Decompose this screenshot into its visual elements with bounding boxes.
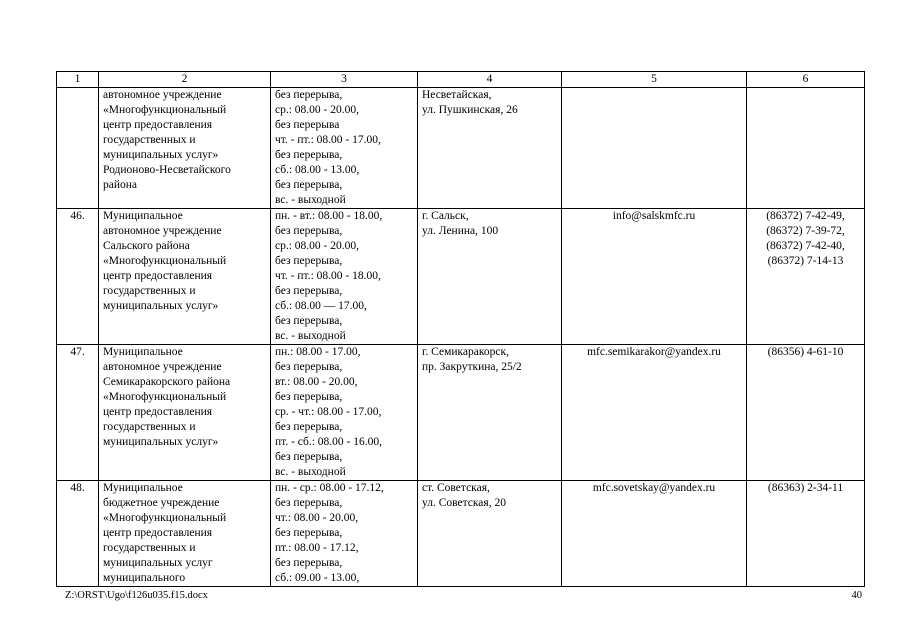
- organization-name-line: Сальского района: [103, 240, 190, 252]
- phone-cell: [747, 345, 865, 481]
- organization-name-line: «Многофункциональный: [103, 391, 227, 403]
- working-hours-line: вс. - выходной: [275, 466, 346, 478]
- organization-name-line: муниципальных услуг»: [103, 149, 219, 161]
- organization-name-line: муниципальных услуг»: [103, 436, 219, 448]
- working-hours-line: ср. - чт.: 08.00 - 17.00,: [275, 406, 382, 418]
- organization-name-line: Семикаракорского района: [103, 376, 231, 388]
- page-number: 40: [851, 590, 862, 601]
- phone-line: (86372) 7-39-72,: [766, 225, 845, 237]
- organization-name-line: Муниципальное: [103, 482, 183, 494]
- organization-name-line: муниципальных услуг: [103, 557, 213, 569]
- working-hours-line: без перерыва,: [275, 149, 343, 161]
- table-row: [57, 481, 865, 587]
- organization-name-line: Муниципальное: [103, 346, 183, 358]
- working-hours-line: вс. - выходной: [275, 194, 346, 206]
- organization-name-line: муниципального: [103, 572, 186, 584]
- working-hours-line: ср.: 08.00 - 20.00,: [275, 240, 360, 252]
- working-hours-line: пт. - сб.: 08.00 - 16.00,: [275, 436, 383, 448]
- header-row: [57, 72, 865, 88]
- working-hours-line: без перерыва,: [275, 421, 343, 433]
- working-hours-line: чт.: 08.00 - 20.00,: [275, 512, 359, 524]
- column-header: 3: [271, 72, 418, 88]
- table-row: [57, 345, 865, 481]
- phone-cell: [747, 88, 865, 209]
- phone-line: (86372) 7-14-13: [767, 255, 844, 267]
- organization-name-cell: [99, 481, 271, 587]
- working-hours-cell: [271, 345, 418, 481]
- working-hours-line: без перерыва,: [275, 391, 343, 403]
- mfc-table: [56, 71, 865, 587]
- organization-name-cell: [99, 345, 271, 481]
- address-line: пр. Закруткина, 25/2: [422, 361, 522, 373]
- address-line: ст. Советская,: [422, 482, 490, 494]
- email-line[interactable]: mfc.sovetskay@yandex.ru: [592, 482, 716, 494]
- table-row: [57, 88, 865, 209]
- organization-name-cell: [99, 209, 271, 345]
- organization-name-line: автономное учреждение: [103, 89, 222, 101]
- phone-cell: [747, 209, 865, 345]
- organization-name-line: центр предоставления: [103, 270, 213, 282]
- address-line: г. Сальск,: [422, 210, 469, 222]
- row-number-cell: 46.: [57, 209, 99, 345]
- organization-name-line: центр предоставления: [103, 406, 213, 418]
- organization-name-cell: [99, 88, 271, 209]
- row-number-cell: [57, 88, 99, 209]
- phone-line: (86356) 4-61-10: [767, 346, 844, 358]
- working-hours-line: без перерыва,: [275, 557, 343, 569]
- working-hours-line: без перерыва,: [275, 285, 343, 297]
- row-number-cell: 48.: [57, 481, 99, 587]
- organization-name-line: Родионово-Несветайского: [103, 164, 231, 176]
- working-hours-line: сб.: 09.00 - 13.00,: [275, 572, 360, 584]
- email-cell: [562, 209, 747, 345]
- working-hours-line: вс. - выходной: [275, 330, 346, 342]
- organization-name-line: государственных и: [103, 421, 196, 433]
- address-line: ул. Пушкинская, 26: [422, 104, 518, 116]
- working-hours-line: без перерыва,: [275, 527, 343, 539]
- address-line: Несветайская,: [422, 89, 492, 101]
- organization-name-line: «Многофункциональный: [103, 104, 227, 116]
- organization-name-line: автономное учреждение: [103, 361, 222, 373]
- table-row: [57, 209, 865, 345]
- working-hours-cell: [271, 88, 418, 209]
- organization-name-line: бюджетное учреждение: [103, 497, 220, 509]
- organization-name-line: Муниципальное: [103, 210, 183, 222]
- file-path: Z:\ORST\Ugo\f126u035.f15.docx: [65, 590, 208, 601]
- working-hours-line: без перерыва,: [275, 225, 343, 237]
- column-header: 1: [57, 72, 99, 88]
- row-number-cell: 47.: [57, 345, 99, 481]
- email-cell: [562, 345, 747, 481]
- address-line: ул. Советская, 20: [422, 497, 506, 509]
- phone-cell: [747, 481, 865, 587]
- working-hours-line: пн. - вт.: 08.00 - 18.00,: [275, 210, 383, 222]
- organization-name-line: государственных и: [103, 542, 196, 554]
- working-hours-cell: [271, 481, 418, 587]
- working-hours-line: вт.: 08.00 - 20.00,: [275, 376, 358, 388]
- working-hours-line: без перерыва,: [275, 451, 343, 463]
- organization-name-line: «Многофункциональный: [103, 512, 227, 524]
- email-line[interactable]: mfc.semikarakor@yandex.ru: [587, 346, 721, 358]
- working-hours-line: чт. - пт.: 08.00 - 17.00,: [275, 134, 381, 146]
- organization-name-line: государственных и: [103, 134, 196, 146]
- working-hours-line: пн. - ср.: 08.00 - 17.12,: [275, 482, 384, 494]
- organization-name-line: центр предоставления: [103, 527, 213, 539]
- email-line[interactable]: info@salskmfc.ru: [612, 210, 696, 222]
- address-cell: [418, 481, 562, 587]
- working-hours-line: без перерыва,: [275, 497, 343, 509]
- email-cell: [562, 481, 747, 587]
- organization-name-line: центр предоставления: [103, 119, 213, 131]
- organization-name-line: государственных и: [103, 285, 196, 297]
- organization-name-line: автономное учреждение: [103, 225, 222, 237]
- working-hours-line: без перерыва,: [275, 179, 343, 191]
- organization-name-line: муниципальных услуг»: [103, 300, 219, 312]
- working-hours-line: чт. - пт.: 08.00 - 18.00,: [275, 270, 381, 282]
- working-hours-line: без перерыва,: [275, 361, 343, 373]
- address-line: ул. Ленина, 100: [422, 225, 499, 237]
- address-cell: [418, 88, 562, 209]
- working-hours-line: пт.: 08.00 - 17.12,: [275, 542, 359, 554]
- column-header: 6: [747, 72, 865, 88]
- working-hours-line: без перерыва,: [275, 315, 343, 327]
- phone-line: (86372) 7-42-40,: [766, 240, 845, 252]
- working-hours-line: без перерыва,: [275, 255, 343, 267]
- address-cell: [418, 209, 562, 345]
- phone-line: (86372) 7-42-49,: [766, 210, 845, 222]
- address-cell: [418, 345, 562, 481]
- working-hours-line: без перерыва: [275, 119, 340, 131]
- column-header: 4: [418, 72, 562, 88]
- phone-line: (86363) 2-34-11: [767, 482, 844, 494]
- organization-name-line: района: [103, 179, 138, 191]
- table-body: [57, 88, 865, 587]
- address-line: г. Семикаракорск,: [422, 346, 509, 358]
- working-hours-line: сб.: 08.00 - 13.00,: [275, 164, 360, 176]
- column-header: 5: [562, 72, 747, 88]
- column-header: 2: [99, 72, 271, 88]
- email-cell: [562, 88, 747, 209]
- organization-name-line: «Многофункциональный: [103, 255, 227, 267]
- working-hours-line: пн.: 08.00 - 17.00,: [275, 346, 361, 358]
- working-hours-line: без перерыва,: [275, 89, 343, 101]
- working-hours-line: ср.: 08.00 - 20.00,: [275, 104, 360, 116]
- working-hours-cell: [271, 209, 418, 345]
- working-hours-line: сб.: 08.00 — 17.00,: [275, 300, 367, 312]
